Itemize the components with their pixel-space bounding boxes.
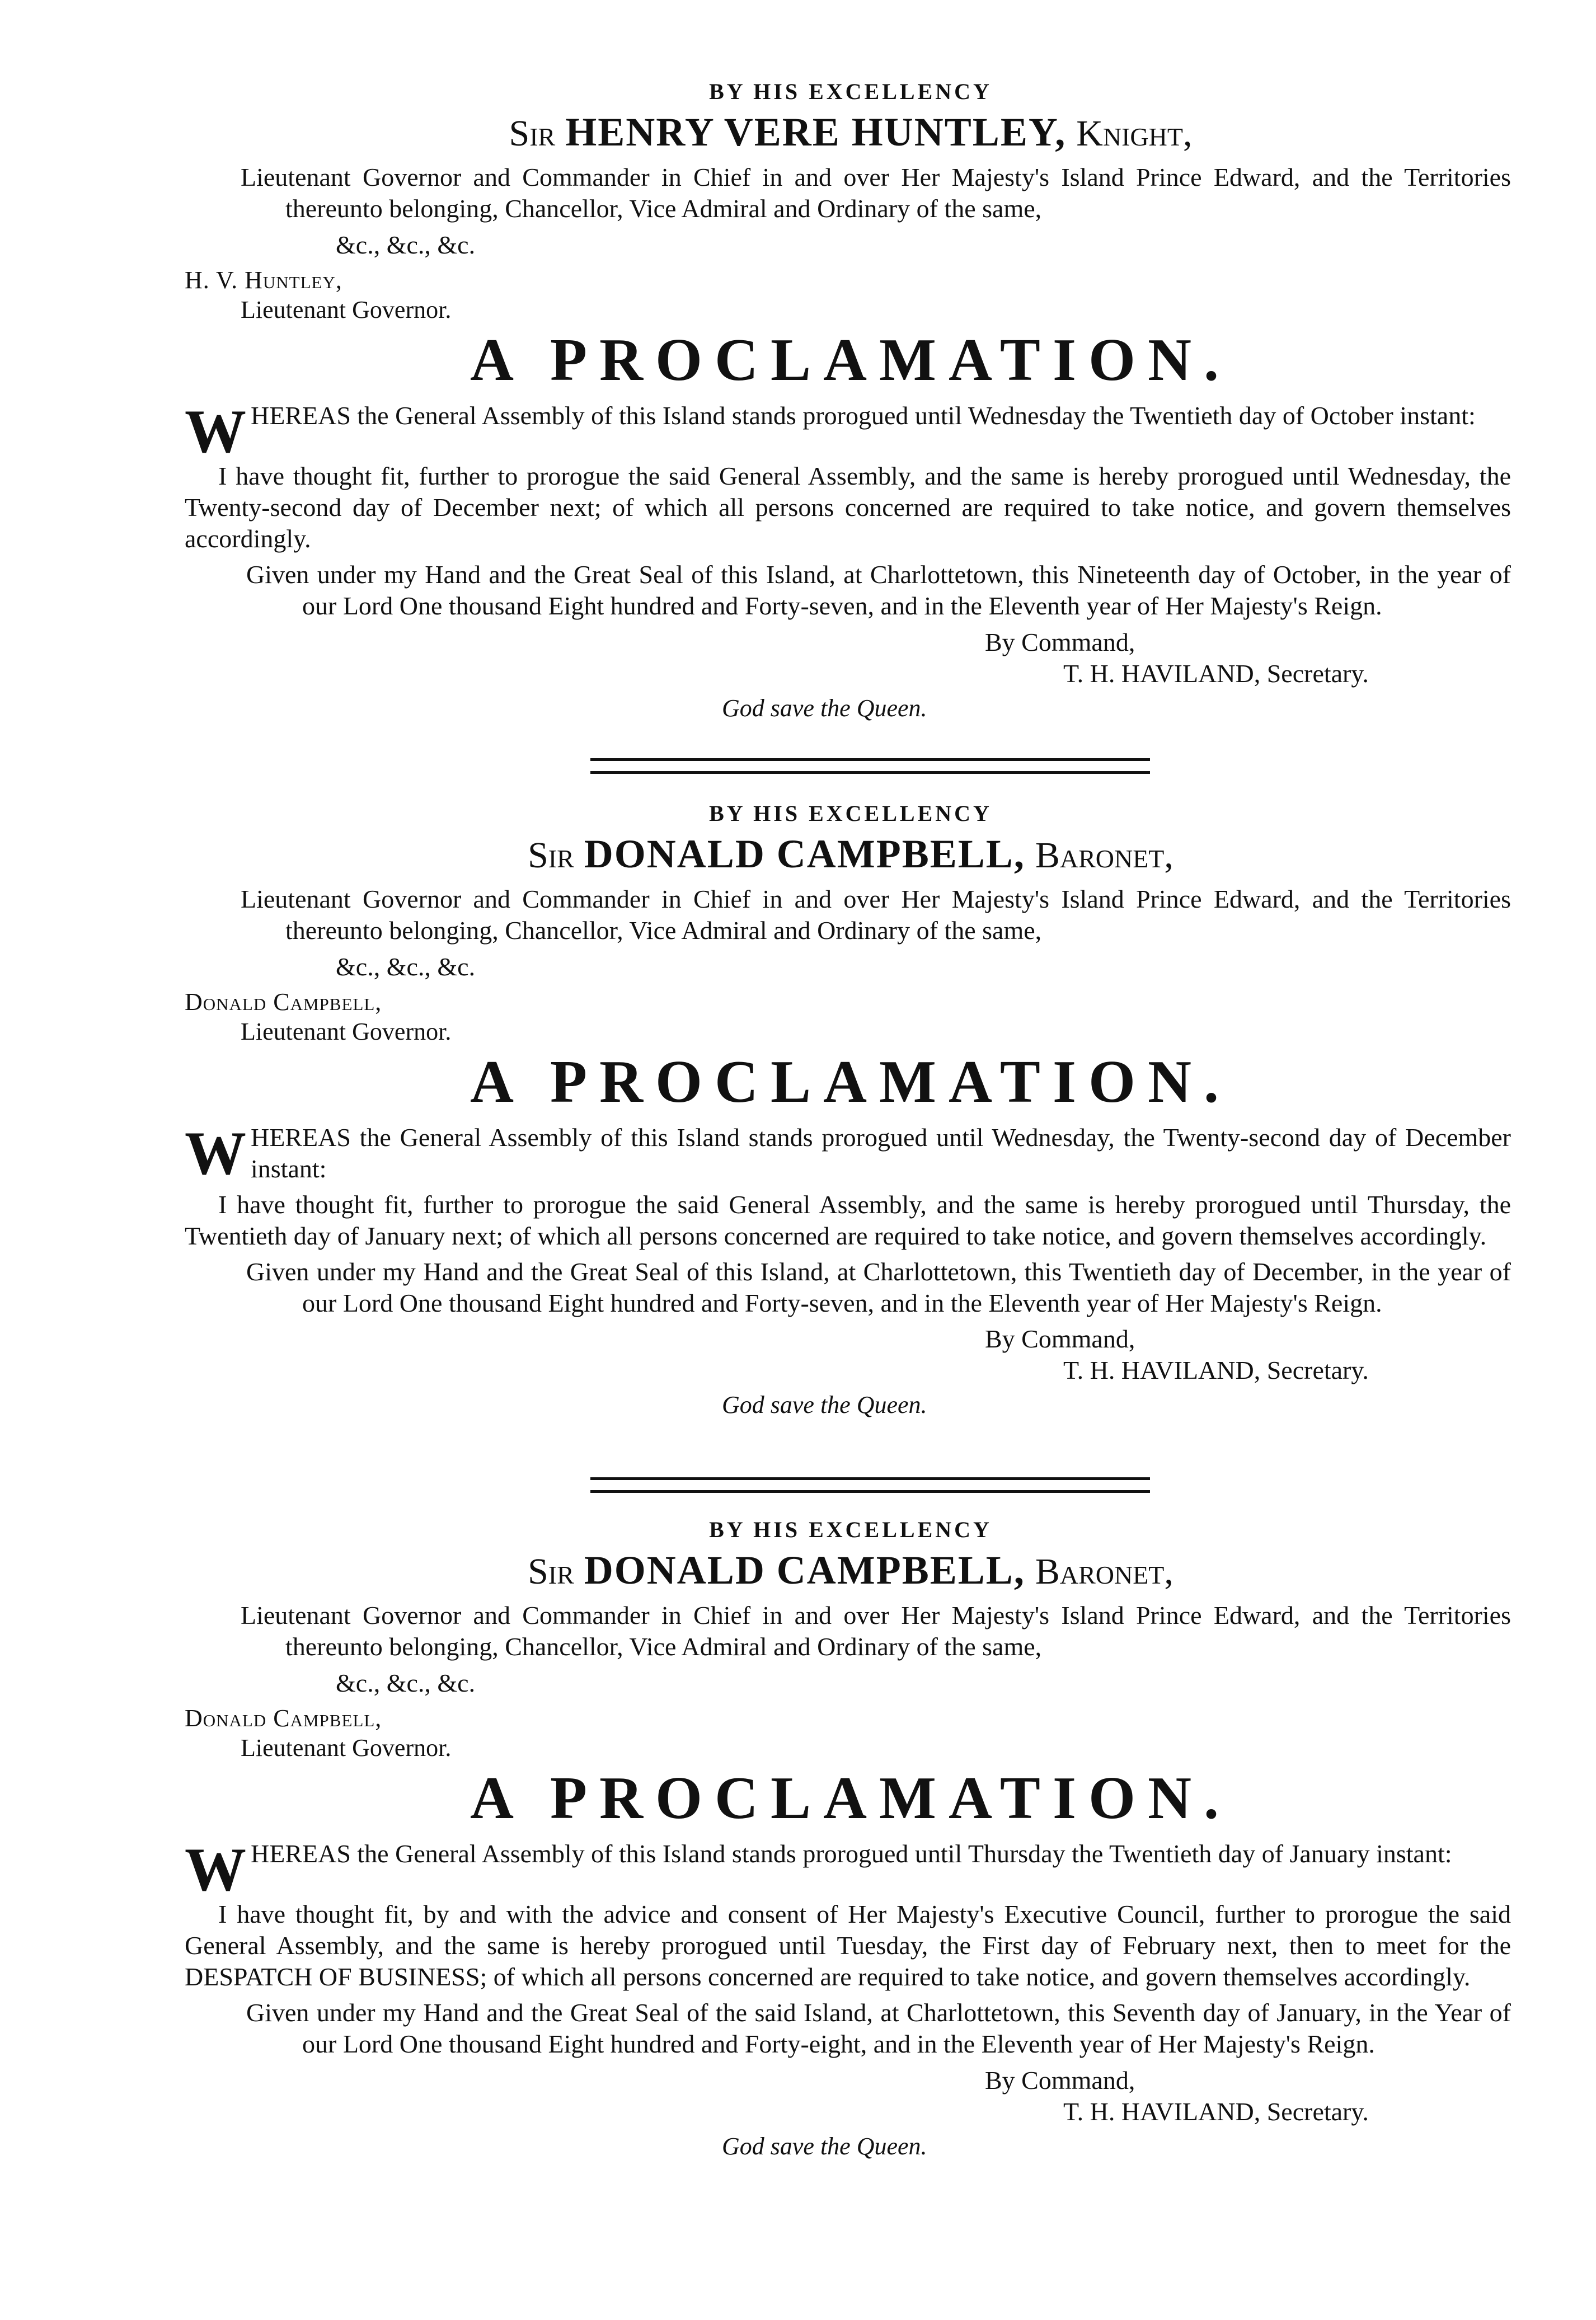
command-block	[190, 2065, 1511, 2128]
god-save-the-queen: God save the Queen.	[722, 2132, 927, 2160]
proclamation-3	[185, 1516, 1511, 2161]
command-block	[190, 1323, 1511, 1386]
body-paragraph: I have thought fit, by and with the advice and consent of Her Majesty's Executive Council, further to prorogue the said General Assembly, and the same is hereby prorogued until Tuesday, the First day of February next, then to meet for the DESPATCH OF BUSINESS; of which all persons concerned are required to take notice, and govern themselves accordingly.	[185, 1900, 1511, 1992]
whereas-paragraph	[185, 1835, 1511, 1904]
name-prefix: Sir	[528, 835, 574, 876]
signature-block	[185, 1703, 1511, 1763]
by-command: By Command,	[985, 1325, 1135, 1354]
by-command: By Command,	[985, 2065, 1135, 2094]
signature-name: H. V. Huntley,	[185, 266, 342, 294]
whereas-paragraph	[185, 1119, 1511, 1187]
proclamation-2	[185, 800, 1511, 1419]
etc-line: &c., &c., &c.	[336, 230, 476, 259]
proclamation-heading: A PROCLAMATION.	[470, 1049, 1231, 1116]
name-main: DONALD CAMPBELL,	[584, 832, 1025, 876]
by-his-excellency: BY HIS EXCELLENCY	[709, 801, 992, 826]
proclamation-1	[185, 78, 1511, 722]
governor-name	[190, 833, 1511, 876]
whereas-text: HEREAS the General Assembly of this Island stands prorogued until Wednesday, the Twenty-second day of December instant:	[251, 1123, 1511, 1183]
whereas-text: HEREAS the General Assembly of this Island stands prorogued until Wednesday the Twentieth day of October instant:	[251, 401, 1476, 430]
whereas-text: HEREAS the General Assembly of this Island stands prorogued until Thursday the Twentieth day of January instant:	[251, 1839, 1452, 1868]
signature-block	[185, 987, 1511, 1047]
etc-line: &c., &c., &c.	[336, 952, 476, 981]
drop-cap: W	[185, 1119, 246, 1187]
governor-titles: Lieutenant Governor and Commander in Chief in and over Her Majesty's Island Prince Edward, and the Territories thereunto belonging, Chancellor, Vice Admiral and Ordinary of the same,	[241, 162, 1511, 223]
drop-cap: W	[185, 397, 246, 466]
command-block	[190, 627, 1511, 689]
name-suffix: Baronet,	[1035, 1551, 1173, 1592]
name-prefix: Sir	[509, 113, 556, 154]
signature-name: Donald Campbell,	[185, 1704, 382, 1732]
proclamation-heading: A PROCLAMATION.	[470, 1765, 1231, 1832]
secretary-signature: T. H. HAVILAND, Secretary.	[1063, 659, 1369, 688]
proclamation-heading: A PROCLAMATION.	[470, 327, 1231, 394]
god-save-the-queen: God save the Queen.	[722, 694, 927, 722]
secretary-signature: T. H. HAVILAND, Secretary.	[1063, 1356, 1369, 1385]
name-main: DONALD CAMPBELL,	[584, 1548, 1025, 1593]
etc-line: &c., &c., &c.	[336, 1668, 476, 1697]
signature-title: Lieutenant Governor.	[241, 1734, 452, 1762]
whereas-paragraph	[185, 397, 1511, 466]
body-paragraph: I have thought fit, further to prorogue the said General Assembly, and the same is hereby prorogued until Thursday, the Twentieth day of January next; of which all persons concerned are required to take notice, and govern themselves accordingly.	[185, 1190, 1511, 1250]
governor-name	[190, 1549, 1511, 1592]
given-paragraph: Given under my Hand and the Great Seal of this Island, at Charlottetown, this Twentieth day of December, in the year of our Lord One thousand Eight hundred and Forty-seven, and in the Eleventh year of Her Majesty's Reign.	[246, 1257, 1511, 1318]
god-save-the-queen: God save the Queen.	[722, 1391, 927, 1419]
by-command: By Command,	[985, 627, 1135, 656]
given-paragraph: Given under my Hand and the Great Seal of this Island, at Charlottetown, this Nineteenth day of October, in the year of our Lord One thousand Eight hundred and Forty-seven, and in the Eleventh year of Her Majesty's Reign.	[246, 560, 1511, 621]
governor-name	[190, 111, 1511, 154]
name-prefix: Sir	[528, 1551, 574, 1592]
governor-titles: Lieutenant Governor and Commander in Chief in and over Her Majesty's Island Prince Edward, and the Territories thereunto belonging, Chancellor, Vice Admiral and Ordinary of the same,	[241, 1600, 1511, 1661]
double-rule-divider	[590, 1477, 1150, 1493]
body-paragraph: I have thought fit, further to prorogue the said General Assembly, and the same is hereby prorogued until Wednesday, the Twenty-second day of December next; of which all persons concerned are required to take notice, and govern themselves accordingly.	[185, 462, 1511, 553]
by-his-excellency: BY HIS EXCELLENCY	[709, 79, 992, 104]
signature-block	[185, 265, 1511, 325]
name-suffix: Baronet,	[1035, 835, 1173, 876]
drop-cap: W	[185, 1835, 246, 1904]
name-main: HENRY VERE HUNTLEY,	[565, 110, 1067, 154]
secretary-signature: T. H. HAVILAND, Secretary.	[1063, 2097, 1369, 2126]
given-paragraph: Given under my Hand and the Great Seal of the said Island, at Charlottetown, this Seventh day of January, in the Year of our Lord One thousand Eight hundred and Forty-eight, and in the Eleventh year of Her Majesty's Reign.	[246, 1998, 1511, 2059]
signature-title: Lieutenant Governor.	[241, 1018, 452, 1046]
signature-name: Donald Campbell,	[185, 988, 382, 1016]
name-suffix: Knight,	[1076, 113, 1193, 154]
by-his-excellency: BY HIS EXCELLENCY	[709, 1517, 992, 1542]
governor-titles: Lieutenant Governor and Commander in Chief in and over Her Majesty's Island Prince Edward, and the Territories thereunto belonging, Chancellor, Vice Admiral and Ordinary of the same,	[241, 884, 1511, 945]
signature-title: Lieutenant Governor.	[241, 296, 452, 324]
double-rule-divider	[590, 758, 1150, 774]
